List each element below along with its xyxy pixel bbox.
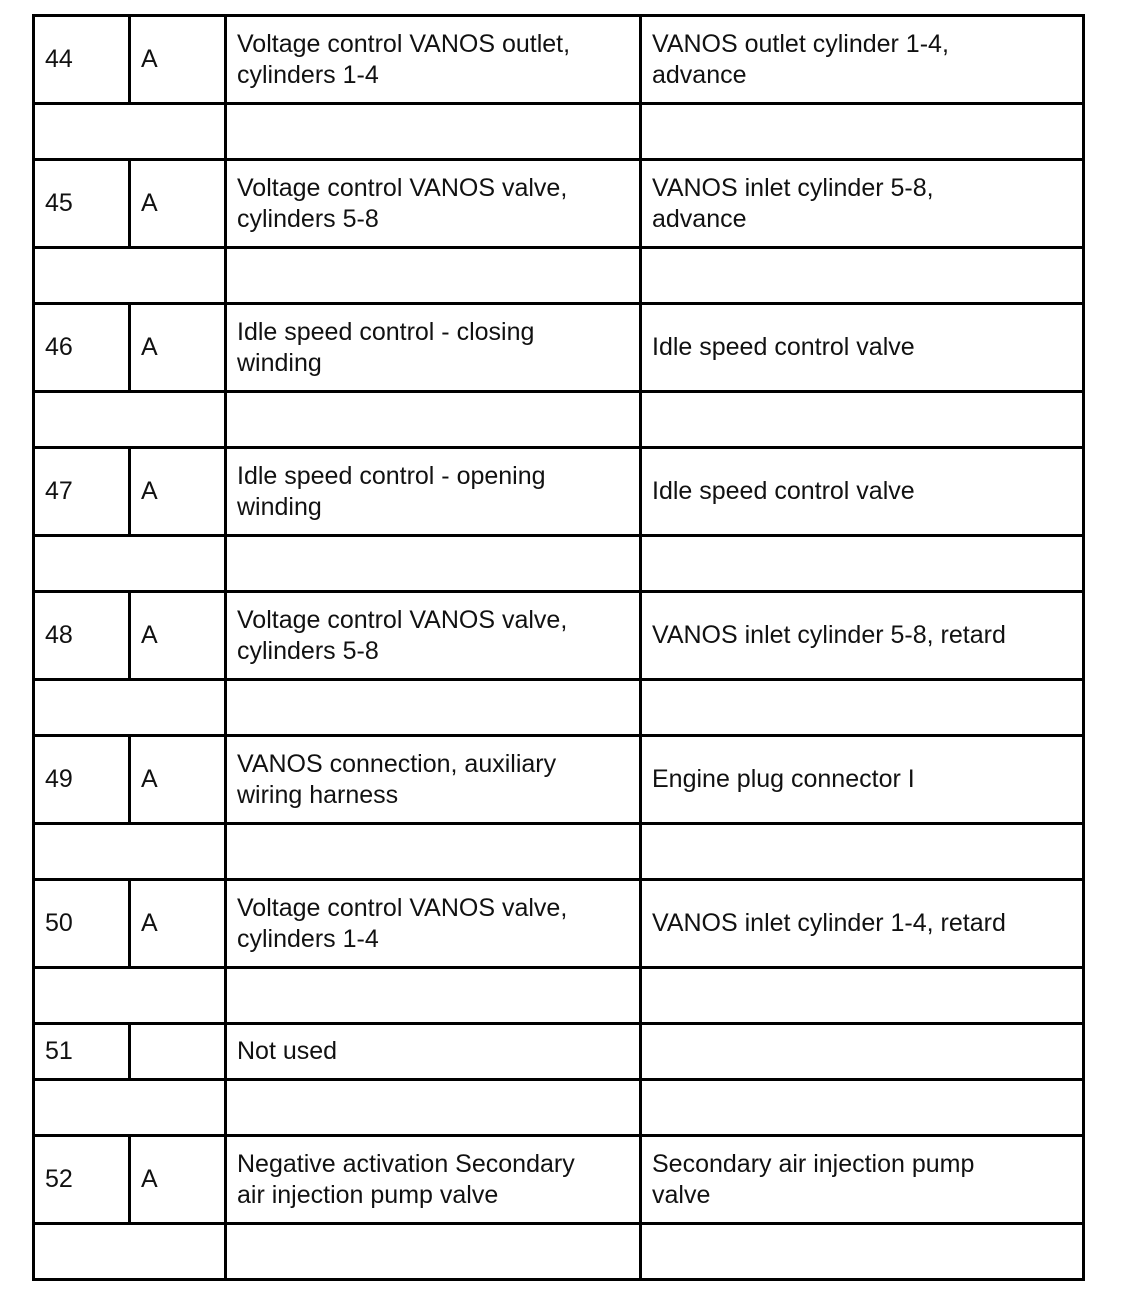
- spacer-row: [34, 104, 1084, 160]
- pin-number-cell: 49: [34, 736, 130, 824]
- signal-type-cell: A: [130, 304, 226, 392]
- spacer-row: [34, 968, 1084, 1024]
- empty-cell: [641, 248, 1084, 304]
- component-text-line: VANOS inlet cylinder 1-4, retard: [652, 909, 1006, 937]
- function-cell: [226, 592, 641, 680]
- empty-cell: [641, 1224, 1084, 1280]
- component-cell: [641, 1024, 1084, 1080]
- empty-cell: [226, 536, 641, 592]
- function-cell: [226, 160, 641, 248]
- pin-number-cell: 47: [34, 448, 130, 536]
- table-row: [34, 304, 1084, 392]
- empty-cell: [641, 392, 1084, 448]
- component-text-line: Idle speed control valve: [652, 333, 915, 361]
- function-text-line: Voltage control VANOS valve,: [237, 173, 568, 202]
- spacer-row: [34, 1224, 1084, 1280]
- function-cell: [226, 1136, 641, 1224]
- empty-cell: [34, 1080, 226, 1136]
- pin-assignment-table: [32, 14, 1085, 1281]
- empty-cell: [34, 104, 226, 160]
- component-text-line: VANOS inlet cylinder 5-8,: [652, 173, 934, 202]
- function-text-line: Voltage control VANOS valve,: [237, 605, 568, 634]
- empty-cell: [226, 968, 641, 1024]
- table-row: [34, 448, 1084, 536]
- pin-number-cell: 44: [34, 16, 130, 104]
- function-text-line: Voltage control VANOS valve,: [237, 893, 568, 922]
- pin-number-cell: 48: [34, 592, 130, 680]
- function-cell: [226, 16, 641, 104]
- signal-type-cell: A: [130, 592, 226, 680]
- table-row: [34, 16, 1084, 104]
- pin-number-cell: 52: [34, 1136, 130, 1224]
- empty-cell: [641, 680, 1084, 736]
- table-row: [34, 592, 1084, 680]
- empty-cell: [226, 392, 641, 448]
- component-cell: [641, 160, 1084, 248]
- component-cell: [641, 304, 1084, 392]
- table-row: [34, 160, 1084, 248]
- function-text-line: air injection pump valve: [237, 1180, 499, 1209]
- signal-type-cell: A: [130, 160, 226, 248]
- function-text-line: wiring harness: [237, 780, 399, 809]
- empty-cell: [34, 392, 226, 448]
- component-text-line: valve: [652, 1180, 711, 1209]
- empty-cell: [226, 1224, 641, 1280]
- component-cell: [641, 448, 1084, 536]
- component-text-line: Secondary air injection pump: [652, 1149, 975, 1178]
- function-text-line: winding: [237, 492, 322, 521]
- table-row: [34, 736, 1084, 824]
- function-text-line: cylinders 1-4: [237, 60, 379, 89]
- empty-cell: [34, 824, 226, 880]
- signal-type-cell: [130, 1024, 226, 1080]
- component-text-line: Engine plug connector I: [652, 765, 915, 793]
- empty-cell: [226, 680, 641, 736]
- function-cell: [226, 448, 641, 536]
- empty-cell: [641, 1080, 1084, 1136]
- empty-cell: [34, 968, 226, 1024]
- component-cell: [641, 592, 1084, 680]
- function-text-line: winding: [237, 348, 322, 377]
- empty-cell: [641, 824, 1084, 880]
- function-text-line: Voltage control VANOS outlet,: [237, 29, 571, 58]
- pin-number-cell: 45: [34, 160, 130, 248]
- pin-number-cell: 50: [34, 880, 130, 968]
- empty-cell: [34, 248, 226, 304]
- component-text-line: advance: [652, 204, 747, 233]
- table-row: [34, 1136, 1084, 1224]
- component-cell: [641, 736, 1084, 824]
- signal-type-cell: A: [130, 1136, 226, 1224]
- function-text-line: Not used: [237, 1037, 338, 1065]
- signal-type-cell: A: [130, 736, 226, 824]
- empty-cell: [34, 1224, 226, 1280]
- empty-cell: [226, 104, 641, 160]
- empty-cell: [641, 968, 1084, 1024]
- spacer-row: [34, 536, 1084, 592]
- table-row: [34, 1024, 1084, 1080]
- empty-cell: [226, 1080, 641, 1136]
- spacer-row: [34, 248, 1084, 304]
- function-cell: [226, 736, 641, 824]
- empty-cell: [641, 536, 1084, 592]
- signal-type-cell: A: [130, 448, 226, 536]
- spacer-row: [34, 1080, 1084, 1136]
- table-row: [34, 880, 1084, 968]
- signal-type-cell: A: [130, 16, 226, 104]
- spacer-row: [34, 392, 1084, 448]
- component-cell: [641, 880, 1084, 968]
- function-cell: [226, 880, 641, 968]
- signal-type-cell: A: [130, 880, 226, 968]
- component-text-line: VANOS inlet cylinder 5-8, retard: [652, 621, 1006, 649]
- function-text-line: cylinders 5-8: [237, 636, 379, 665]
- component-cell: [641, 1136, 1084, 1224]
- function-text-line: VANOS connection, auxiliary: [237, 749, 557, 778]
- component-cell: [641, 16, 1084, 104]
- empty-cell: [641, 104, 1084, 160]
- empty-cell: [226, 824, 641, 880]
- function-cell: [226, 304, 641, 392]
- function-cell: [226, 1024, 641, 1080]
- function-text-line: cylinders 5-8: [237, 204, 379, 233]
- empty-cell: [226, 248, 641, 304]
- pin-number-cell: 46: [34, 304, 130, 392]
- function-text-line: Idle speed control - opening: [237, 461, 546, 490]
- spacer-row: [34, 680, 1084, 736]
- function-text-line: cylinders 1-4: [237, 924, 379, 953]
- component-text-line: VANOS outlet cylinder 1-4,: [652, 29, 949, 58]
- table-body: [34, 16, 1084, 1280]
- function-text-line: Idle speed control - closing: [237, 317, 535, 346]
- empty-cell: [34, 680, 226, 736]
- function-text-line: Negative activation Secondary: [237, 1149, 575, 1178]
- component-text-line: Idle speed control valve: [652, 477, 915, 505]
- component-text-line: advance: [652, 60, 747, 89]
- empty-cell: [34, 536, 226, 592]
- spacer-row: [34, 824, 1084, 880]
- pin-number-cell: 51: [34, 1024, 130, 1080]
